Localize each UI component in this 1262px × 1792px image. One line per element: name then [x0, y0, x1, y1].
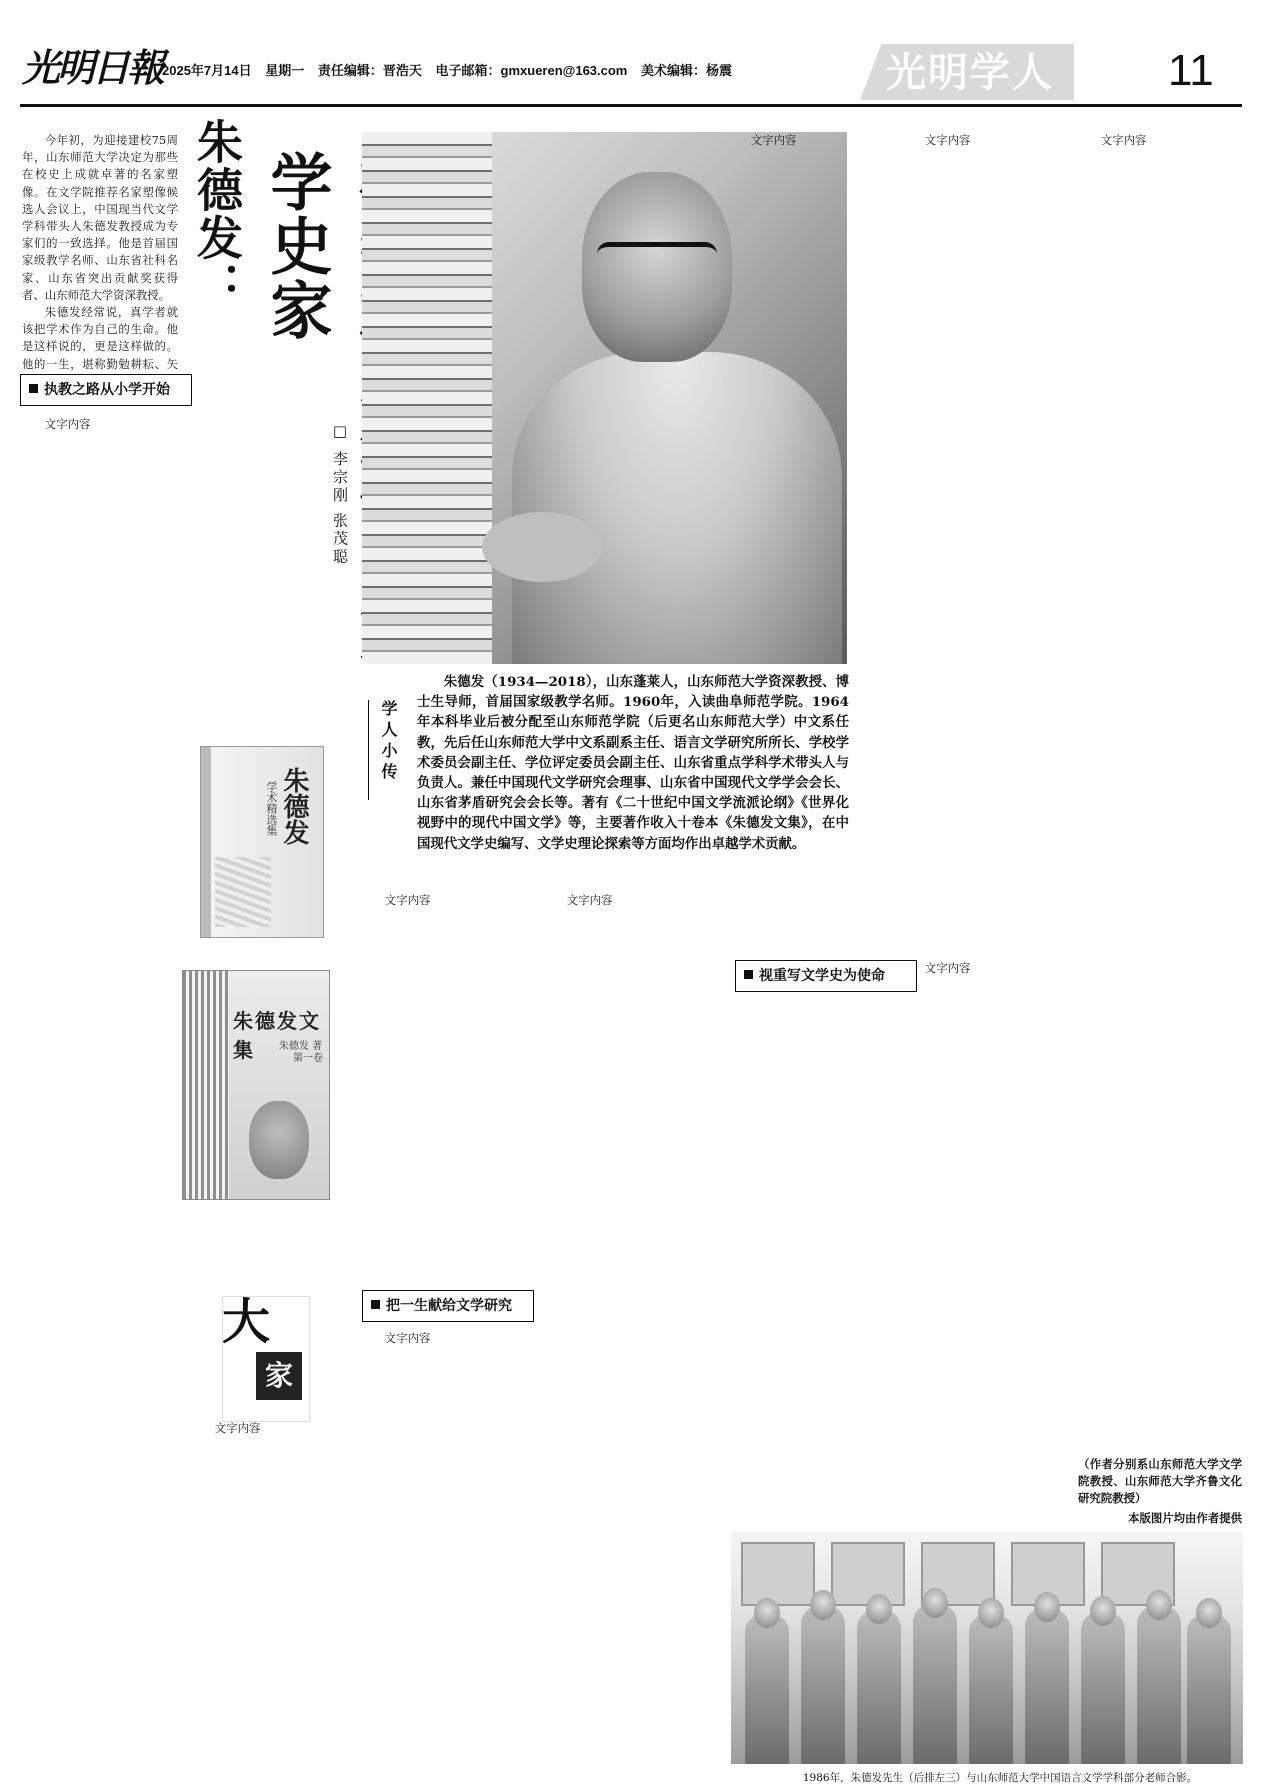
body-text: 文字内容 [750, 133, 797, 147]
body-text: 文字内容 [924, 133, 971, 147]
editor-email: 电子邮箱：gmxueren@163.com [435, 63, 628, 78]
person-figure [745, 1614, 789, 1764]
issue-weekday: 星期一 [265, 63, 305, 78]
byline-authors: 李宗刚 张茂聪 [331, 450, 349, 567]
square-bullet-icon [744, 970, 753, 979]
book-cover-collected-works [182, 970, 330, 1200]
body-column-7 [902, 132, 1068, 940]
article-subject: 朱德发： [190, 118, 244, 310]
background-window [831, 1542, 905, 1606]
article-title: 学史家 [260, 150, 333, 342]
body-text: 文字内容 [566, 893, 613, 907]
person-head [810, 1590, 836, 1620]
body-column-4 [362, 1330, 532, 1780]
person-figure [1081, 1612, 1125, 1764]
person-head [1090, 1596, 1116, 1626]
author-credit: （作者分别系山东师范大学文学院教授、山东师范大学齐鲁文化研究院教授） [1078, 1457, 1242, 1506]
person-figure [801, 1606, 845, 1764]
person-figure [1025, 1608, 1069, 1764]
lead-column [22, 132, 178, 372]
body-column-3 [362, 892, 532, 1280]
body-text: 文字内容 [924, 961, 971, 975]
body-column-5 [544, 892, 714, 1780]
person-head [978, 1598, 1004, 1628]
body-text: 文字内容 [384, 1331, 431, 1345]
person-head [922, 1588, 948, 1618]
photo-credit: 本版图片均由作者提供 [1128, 1511, 1242, 1525]
book-title: 朱德发 [279, 767, 309, 845]
section-title: 光明学人 [886, 49, 1054, 96]
book-spine [201, 747, 211, 937]
person-head [1196, 1598, 1222, 1628]
subheading-teaching: 执教之路从小学开始 [20, 374, 192, 406]
book-illustration [215, 857, 271, 927]
bookshelf [362, 132, 492, 664]
bio-divider [368, 700, 369, 800]
art-editor: 美术编辑：杨震 [641, 63, 733, 78]
page-number: 11 [1168, 46, 1214, 95]
background-window [741, 1542, 815, 1606]
person-figure [1137, 1606, 1181, 1764]
person-head [1146, 1590, 1172, 1620]
body-text: 文字内容 [214, 1421, 261, 1435]
person-head [866, 1594, 892, 1624]
person-figure [913, 1604, 957, 1764]
book-cover-portrait [249, 1101, 309, 1179]
book-title: 朱德发文集 [233, 1009, 321, 1062]
bio-text: 朱德发（1934—2018），山东蓬莱人，山东师范大学资深教授、博士生导师，首届国家级教学名师。1960年，入读曲阜师范学院。1964年本科毕业后被分配至山东师范学院（后更名山东师范大学）中文系任教，先后任山东师范大学中文系副系主任、语言文学研究所所长、学校学术委员会副主任、学位评定委员会副主任、山东省重点学科学术带头人与负责人。兼任中国现代文学研究会理事、山东省中国现代文学学会会长、山东省茅盾研究会会长等。著有《二十世纪中国文学流派论纲》《世界化视野中的现代中国文学》等，主要著作收入十卷本《朱德发文集》，在中国现代文学史编写、文学史理论探索等方面均作出卓越学术贡献。 [417, 674, 849, 852]
body-column-6 [728, 132, 902, 1512]
body-column-2 [192, 1420, 352, 1780]
body-column-1 [22, 416, 178, 1776]
square-bullet-icon [29, 384, 38, 393]
book-author: 朱德发 著 [279, 1041, 323, 1052]
issue-date: 2025年7月14日 [162, 63, 252, 78]
portrait-glasses [597, 242, 717, 273]
top-rule [20, 104, 1242, 107]
badge-char-1: 大 [222, 1294, 271, 1350]
subheading-research: 把一生献给文学研究 [362, 1290, 534, 1322]
person-figure [1187, 1614, 1231, 1764]
body-column-9 [1078, 132, 1242, 1442]
book-subtitle: 学术精选集 [265, 781, 278, 836]
badge-char-2: 家 [256, 1352, 302, 1400]
book-volume: 第一卷 [293, 1053, 323, 1064]
lead-paragraph-2: 朱德发经常说，真学者就该把学术作为自己的生命。他是这样说的，更是这样做的。他的一生，堪称勤勉耕耘、矢 [22, 305, 178, 371]
byline-mark: □ [331, 422, 349, 443]
bio-label: 学人小传 [379, 700, 398, 784]
body-column-8 [902, 960, 1068, 1520]
book-set-spines [183, 971, 229, 1199]
masthead-meta [162, 60, 742, 79]
byline [330, 422, 351, 692]
person-figure [857, 1610, 901, 1764]
subheading-rewriting: 视重写文学史为使命 [735, 960, 917, 992]
group-photo [731, 1532, 1243, 1764]
body-text: 文字内容 [384, 893, 431, 907]
person-head [754, 1598, 780, 1628]
newspaper-logo: 光明日報 [22, 45, 163, 90]
person-figure [969, 1614, 1013, 1764]
lead-paragraph: 今年初，为迎接建校75周年，山东师范大学决定为那些在校史上成就卓著的名家塑像。在文学院推荐名家塑像候选人会议上，中国现当代文学学科带头人朱德发教授成为专家们的一致选择。他是首届国家级教学名师、山东省社科名家、山东省突出贡献奖获得者、山东师范大学资深教授。 [22, 133, 178, 302]
portrait-hand [482, 512, 602, 582]
responsible-editor: 责任编辑：晋浩天 [317, 63, 422, 78]
square-bullet-icon [371, 1300, 380, 1309]
book-cover-selected-works [200, 746, 324, 938]
group-photo-caption: 1986年，朱德发先生（后排左三）与山东师范大学中国语言文学学科部分老师合影。 [802, 1772, 1198, 1784]
body-text: 文字内容 [44, 417, 91, 431]
dajia-badge [222, 1296, 308, 1420]
body-text: 文字内容 [1100, 133, 1147, 147]
person-head [1034, 1592, 1060, 1622]
